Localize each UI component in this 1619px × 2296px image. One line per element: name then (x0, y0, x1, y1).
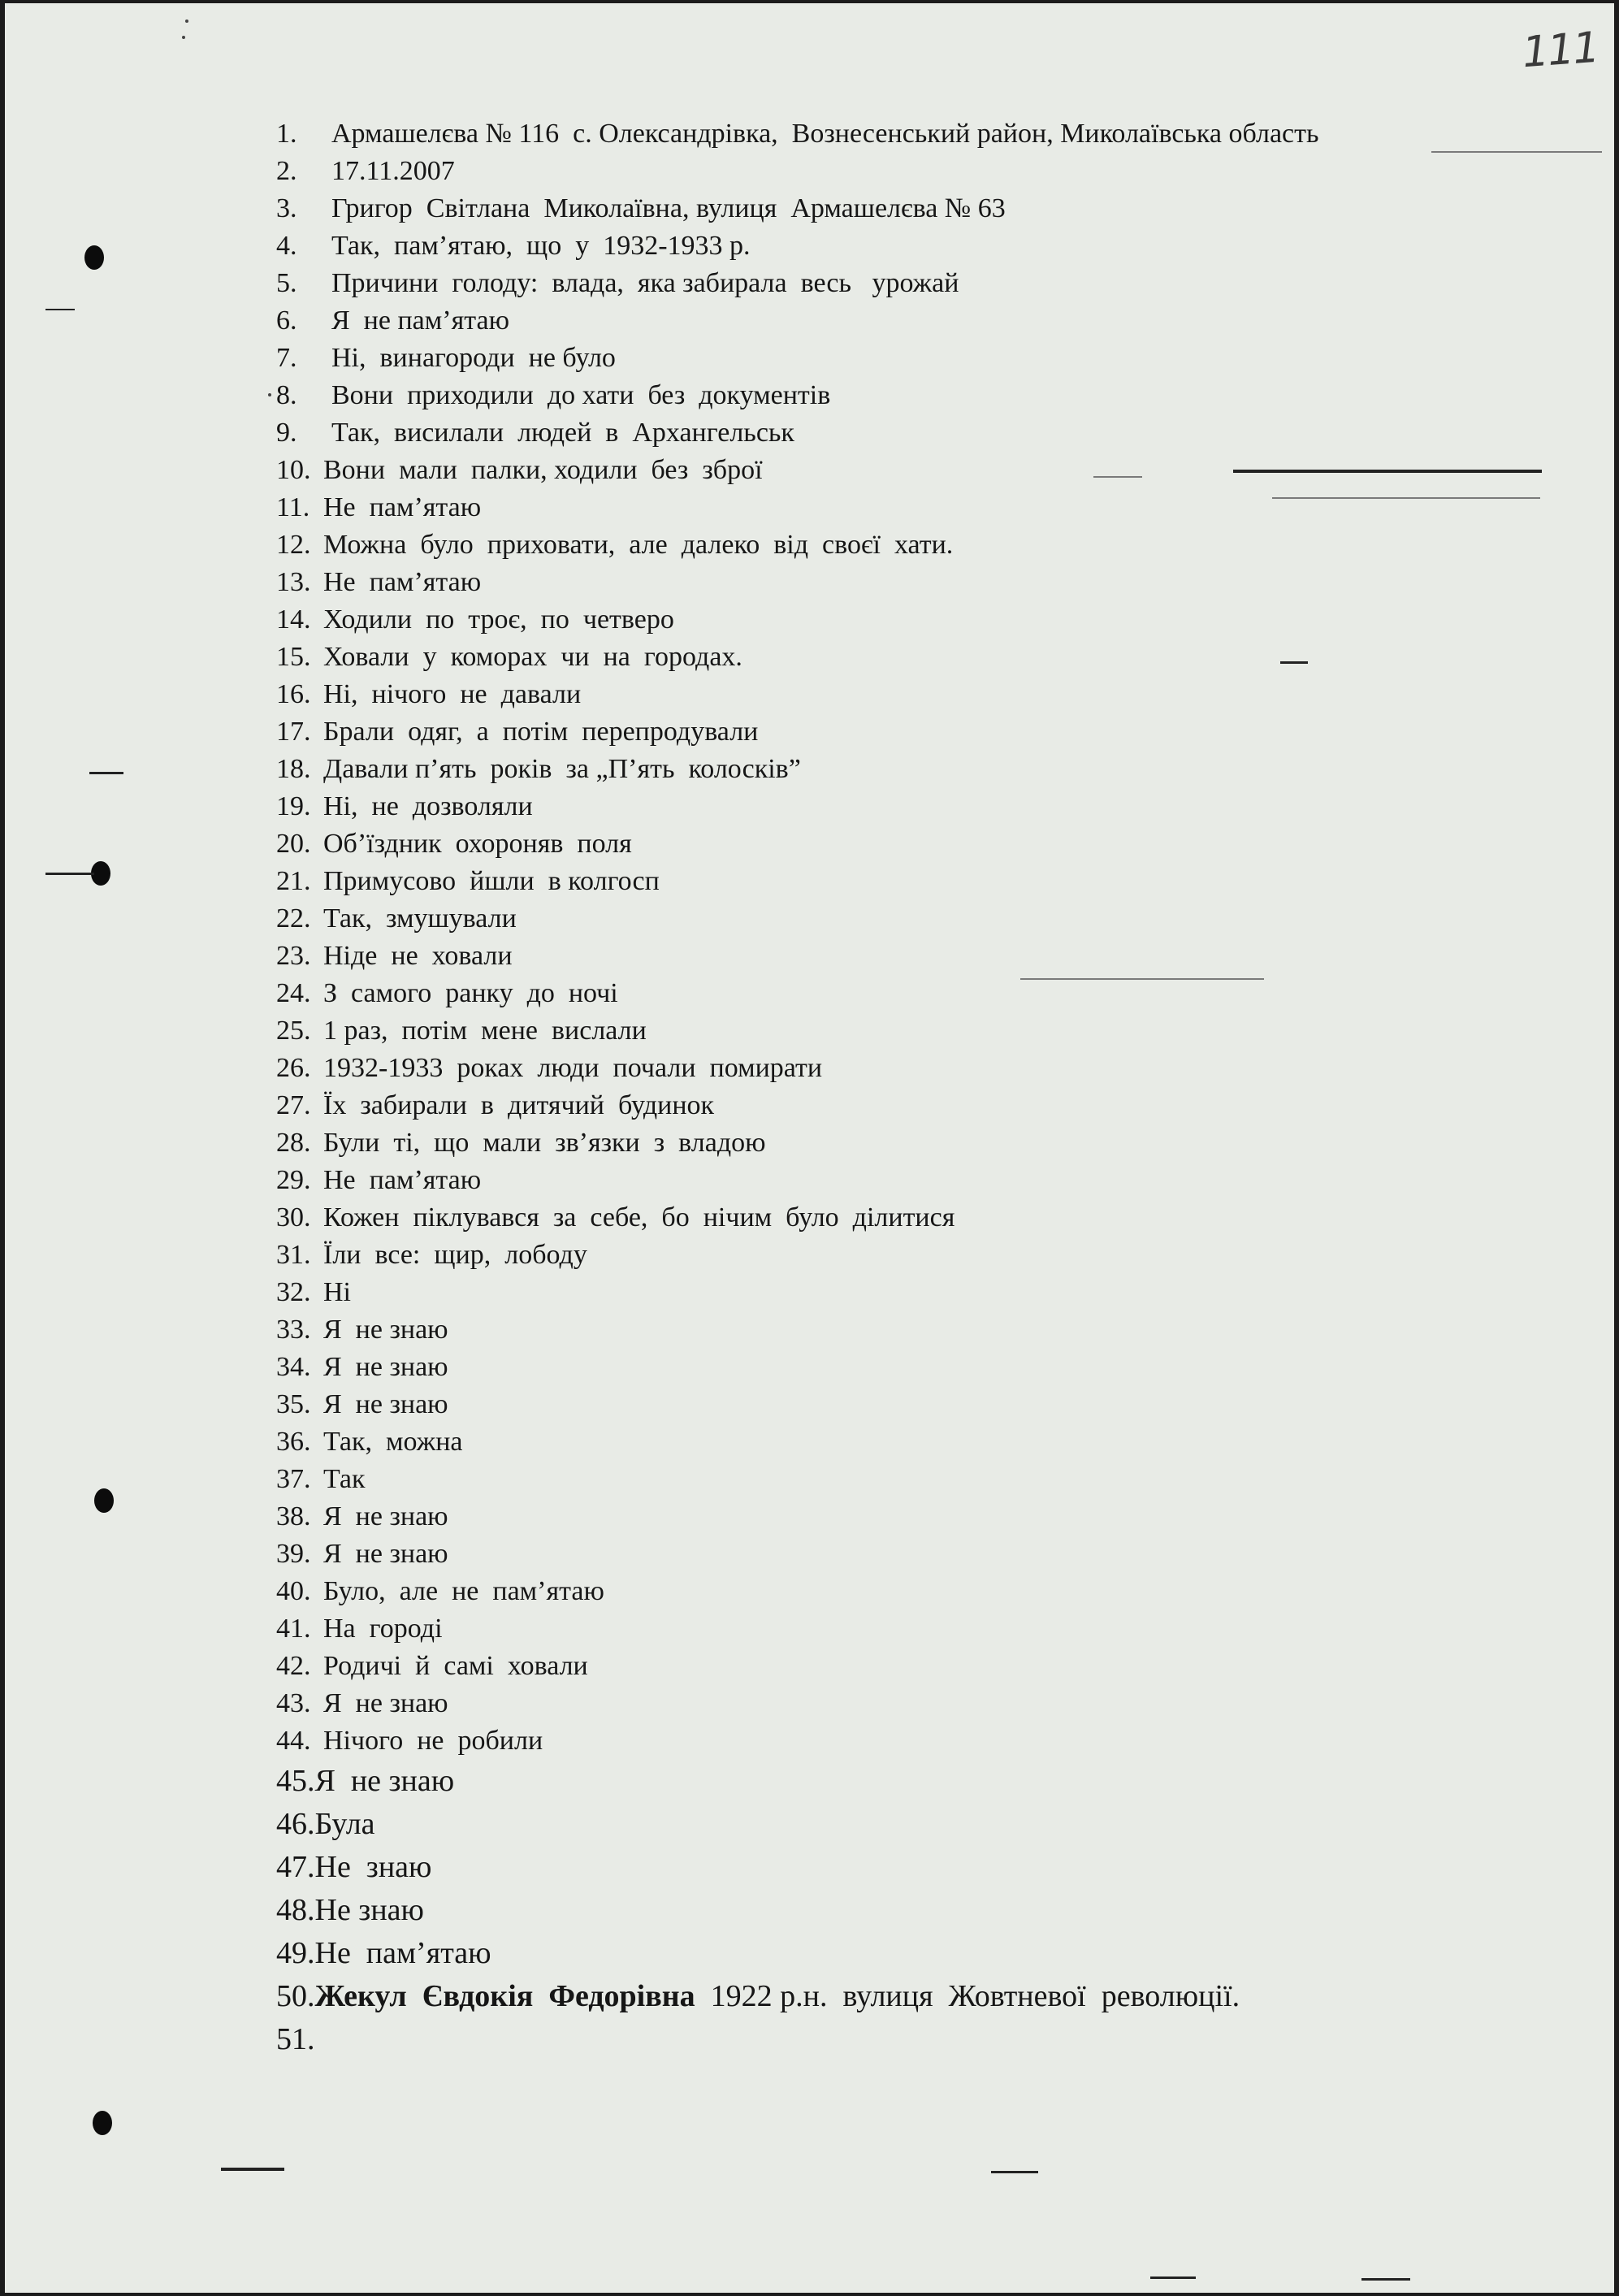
list-item (276, 1889, 1478, 1932)
list-item (276, 489, 1478, 526)
item-text: Брали одяг, а потім перепродували (323, 717, 759, 747)
list-item (276, 676, 1478, 713)
item-number: 24. (276, 978, 311, 1008)
item-number: 34. (276, 1352, 311, 1382)
item-text: Я не пам’ятаю (331, 305, 509, 336)
item-text: З самого ранку до ночі (323, 978, 618, 1008)
scan-mark (1093, 476, 1142, 478)
item-number: 47. (276, 1850, 315, 1884)
list-item (276, 265, 1478, 302)
item-text: Я не знаю (323, 1352, 448, 1382)
list-item (276, 788, 1478, 825)
list-item (276, 1237, 1478, 1274)
item-number: 4. (276, 231, 297, 261)
item-text: Ні, винагороди не було (331, 343, 616, 373)
item-number: 12. (276, 530, 311, 560)
list-item (276, 1722, 1478, 1760)
list-item (276, 1648, 1478, 1685)
item-text: Не пам’ятаю (323, 1165, 482, 1195)
scan-mark (1361, 2278, 1410, 2281)
list-item (276, 1050, 1478, 1087)
item-number: 7. (276, 343, 297, 373)
list-item (276, 414, 1478, 452)
item-text: Була (314, 1807, 375, 1841)
list-item (276, 1311, 1478, 1349)
item-text: Я не знаю (314, 1764, 455, 1798)
item-text: Було, але не пам’ятаю (323, 1576, 604, 1606)
list-item (276, 1803, 1478, 1846)
item-number: 15. (276, 642, 311, 672)
item-text: Не знаю (314, 1893, 424, 1927)
list-item (276, 1610, 1478, 1648)
item-text: Родичі й самі ховали (323, 1651, 588, 1681)
item-number: 48. (276, 1893, 315, 1927)
item-number: 1. (276, 119, 297, 149)
item-number: 32. (276, 1277, 311, 1307)
scan-mark (1020, 978, 1264, 980)
list-item (276, 1274, 1478, 1311)
item-number: 29. (276, 1165, 311, 1195)
scan-mark (1280, 661, 1308, 664)
item-text: Не знаю (314, 1850, 432, 1884)
list-item (276, 975, 1478, 1012)
list-item (276, 1932, 1478, 1975)
item-number: 14. (276, 604, 311, 635)
item-number: 30. (276, 1202, 311, 1232)
item-number: 22. (276, 903, 311, 934)
item-text: Не пам’ятаю (323, 492, 482, 522)
item-number: 23. (276, 941, 311, 971)
list-item (276, 1685, 1478, 1722)
item-number: 38. (276, 1501, 311, 1531)
item-text: Їх забирали в дитячий будинок (323, 1090, 715, 1120)
list-item (276, 1461, 1478, 1498)
item-text: Кожен піклувався за себе, бо нічим було ділитися (323, 1202, 955, 1232)
item-text: Були ті, що мали зв’язки з владою (323, 1128, 766, 1158)
list-item (276, 751, 1478, 788)
item-number: 6. (276, 305, 297, 336)
item-text: Об’їздник охороняв поля (323, 829, 632, 859)
list-item (276, 1846, 1478, 1889)
list-item (276, 340, 1478, 377)
scan-mark (1233, 470, 1542, 473)
item-number: 40. (276, 1576, 311, 1606)
item-text: 17.11.2007 (331, 156, 455, 186)
scan-mark (89, 772, 123, 774)
item-text: Примусово йшли в колгосп (323, 866, 660, 896)
item-number: 46. (276, 1807, 315, 1841)
list-item (276, 377, 1478, 414)
respondent-details: 1922 р.н. вулиця Жовтневої революції. (695, 1979, 1240, 2013)
item-number: 26. (276, 1053, 311, 1083)
item-text: Так, висилали людей в Архангельськ (331, 418, 794, 448)
item-text: Я не знаю (323, 1688, 448, 1718)
list-item (276, 1349, 1478, 1386)
item-text: Вони мали палки, ходили без зброї (323, 455, 763, 485)
answer-list (276, 115, 1478, 2061)
item-text: Армашелєва № 116 с. Олександрівка, Вознесенський район, Миколаївська область (331, 119, 1319, 149)
item-text: Не пам’ятаю (323, 567, 482, 597)
item-text: Вони приходили до хати без документів (331, 380, 831, 410)
list-item (276, 1975, 1478, 2018)
list-item (276, 863, 1478, 900)
item-number: 5. (276, 268, 297, 298)
item-number: 51. (276, 2022, 315, 2056)
item-text: 1932-1933 роках люди почали помирати (323, 1053, 823, 1083)
item-number: 3. (276, 193, 297, 223)
item-text: Ховали у коморах чи на городах. (323, 642, 742, 672)
list-item (276, 1199, 1478, 1237)
item-number: 10. (276, 455, 311, 485)
item-text: Григор Світлана Миколаївна, вулиця Армашелєва № 63 (331, 193, 1006, 223)
item-text: 1 раз, потім мене вислали (323, 1016, 647, 1046)
list-item (276, 1012, 1478, 1050)
item-text: Ходили по троє, по четверо (323, 604, 674, 635)
item-text: Нічого не робили (323, 1726, 543, 1756)
scan-mark (268, 393, 271, 396)
item-number: 25. (276, 1016, 311, 1046)
list-item (276, 938, 1478, 975)
respondent-name: Жекул Євдокія Федорівна (314, 1979, 695, 2013)
item-number: 49. (276, 1936, 315, 1970)
item-number: 17. (276, 717, 311, 747)
list-item (276, 115, 1478, 153)
list-item (276, 825, 1478, 863)
item-number: 36. (276, 1427, 311, 1457)
item-number: 2. (276, 156, 297, 186)
punch-hole (94, 1488, 114, 1513)
list-item (276, 526, 1478, 564)
item-number: 20. (276, 829, 311, 859)
item-text (315, 1975, 1479, 2018)
page-number: 111 (1521, 23, 1600, 78)
list-item (276, 227, 1478, 265)
scan-mark (45, 873, 94, 875)
item-text: Їли все: щир, лободу (323, 1240, 587, 1270)
list-item (276, 1124, 1478, 1162)
list-item (276, 1536, 1478, 1573)
item-number: 21. (276, 866, 311, 896)
list-item (276, 900, 1478, 938)
item-text: Я не знаю (323, 1501, 448, 1531)
list-item (276, 190, 1478, 227)
item-number: 16. (276, 679, 311, 709)
item-number: 11. (276, 492, 310, 522)
list-item (276, 153, 1478, 190)
item-number: 41. (276, 1614, 311, 1644)
item-number: 31. (276, 1240, 311, 1270)
item-number: 45. (276, 1764, 315, 1798)
list-item (276, 1760, 1478, 1803)
list-item (276, 1423, 1478, 1461)
item-text: Так (323, 1464, 366, 1494)
list-item (276, 1573, 1478, 1610)
item-text: Я не знаю (323, 1539, 448, 1569)
item-text: Не пам’ятаю (314, 1936, 491, 1970)
item-number: 50. (276, 1979, 315, 2013)
scan-mark (1272, 497, 1540, 499)
list-item (276, 601, 1478, 639)
item-number: 42. (276, 1651, 311, 1681)
scan-mark (1150, 2277, 1196, 2279)
item-text: Ні (323, 1277, 351, 1307)
item-number: 27. (276, 1090, 311, 1120)
scan-mark (221, 2168, 284, 2171)
item-number: 33. (276, 1315, 311, 1345)
item-number: 18. (276, 754, 311, 784)
item-text: Так, змушували (323, 903, 517, 934)
item-number: 9. (276, 418, 297, 448)
item-text: Можна було приховати, але далеко від своєї хати. (323, 530, 954, 560)
item-number: 13. (276, 567, 311, 597)
item-text: Так, можна (323, 1427, 463, 1457)
list-item (276, 302, 1478, 340)
item-text: Давали п’ять років за „П’ять колосків” (323, 754, 801, 784)
item-number: 8. (276, 380, 297, 410)
list-item (276, 564, 1478, 601)
item-number: 44. (276, 1726, 311, 1756)
item-text: Я не знаю (323, 1389, 448, 1419)
scan-mark (991, 2171, 1038, 2173)
punch-hole (84, 245, 104, 270)
document-page (5, 3, 1614, 2293)
punch-hole (93, 2111, 112, 2135)
list-item (276, 639, 1478, 676)
item-number: 35. (276, 1389, 311, 1419)
item-number: 43. (276, 1688, 311, 1718)
list-item (276, 1498, 1478, 1536)
scan-mark (185, 19, 188, 23)
item-text: Ніде не ховали (323, 941, 513, 971)
list-item (276, 713, 1478, 751)
item-text: Причини голоду: влада, яка забирала весь урожай (331, 268, 959, 298)
item-number: 37. (276, 1464, 311, 1494)
list-item (276, 1386, 1478, 1423)
scan-mark (45, 309, 75, 310)
item-number: 19. (276, 791, 311, 821)
item-text: Так, пам’ятаю, що у 1932-1933 р. (331, 231, 751, 261)
item-text: Ні, не дозволяли (323, 791, 533, 821)
item-number: 39. (276, 1539, 311, 1569)
item-text: Ні, нічого не давали (323, 679, 582, 709)
list-item (276, 1162, 1478, 1199)
item-text: На городі (323, 1614, 443, 1644)
scan-mark (1431, 151, 1602, 153)
list-item (276, 2018, 1478, 2061)
item-text: Я не знаю (323, 1315, 448, 1345)
item-number: 28. (276, 1128, 311, 1158)
scan-mark (182, 36, 185, 39)
list-item (276, 1087, 1478, 1124)
